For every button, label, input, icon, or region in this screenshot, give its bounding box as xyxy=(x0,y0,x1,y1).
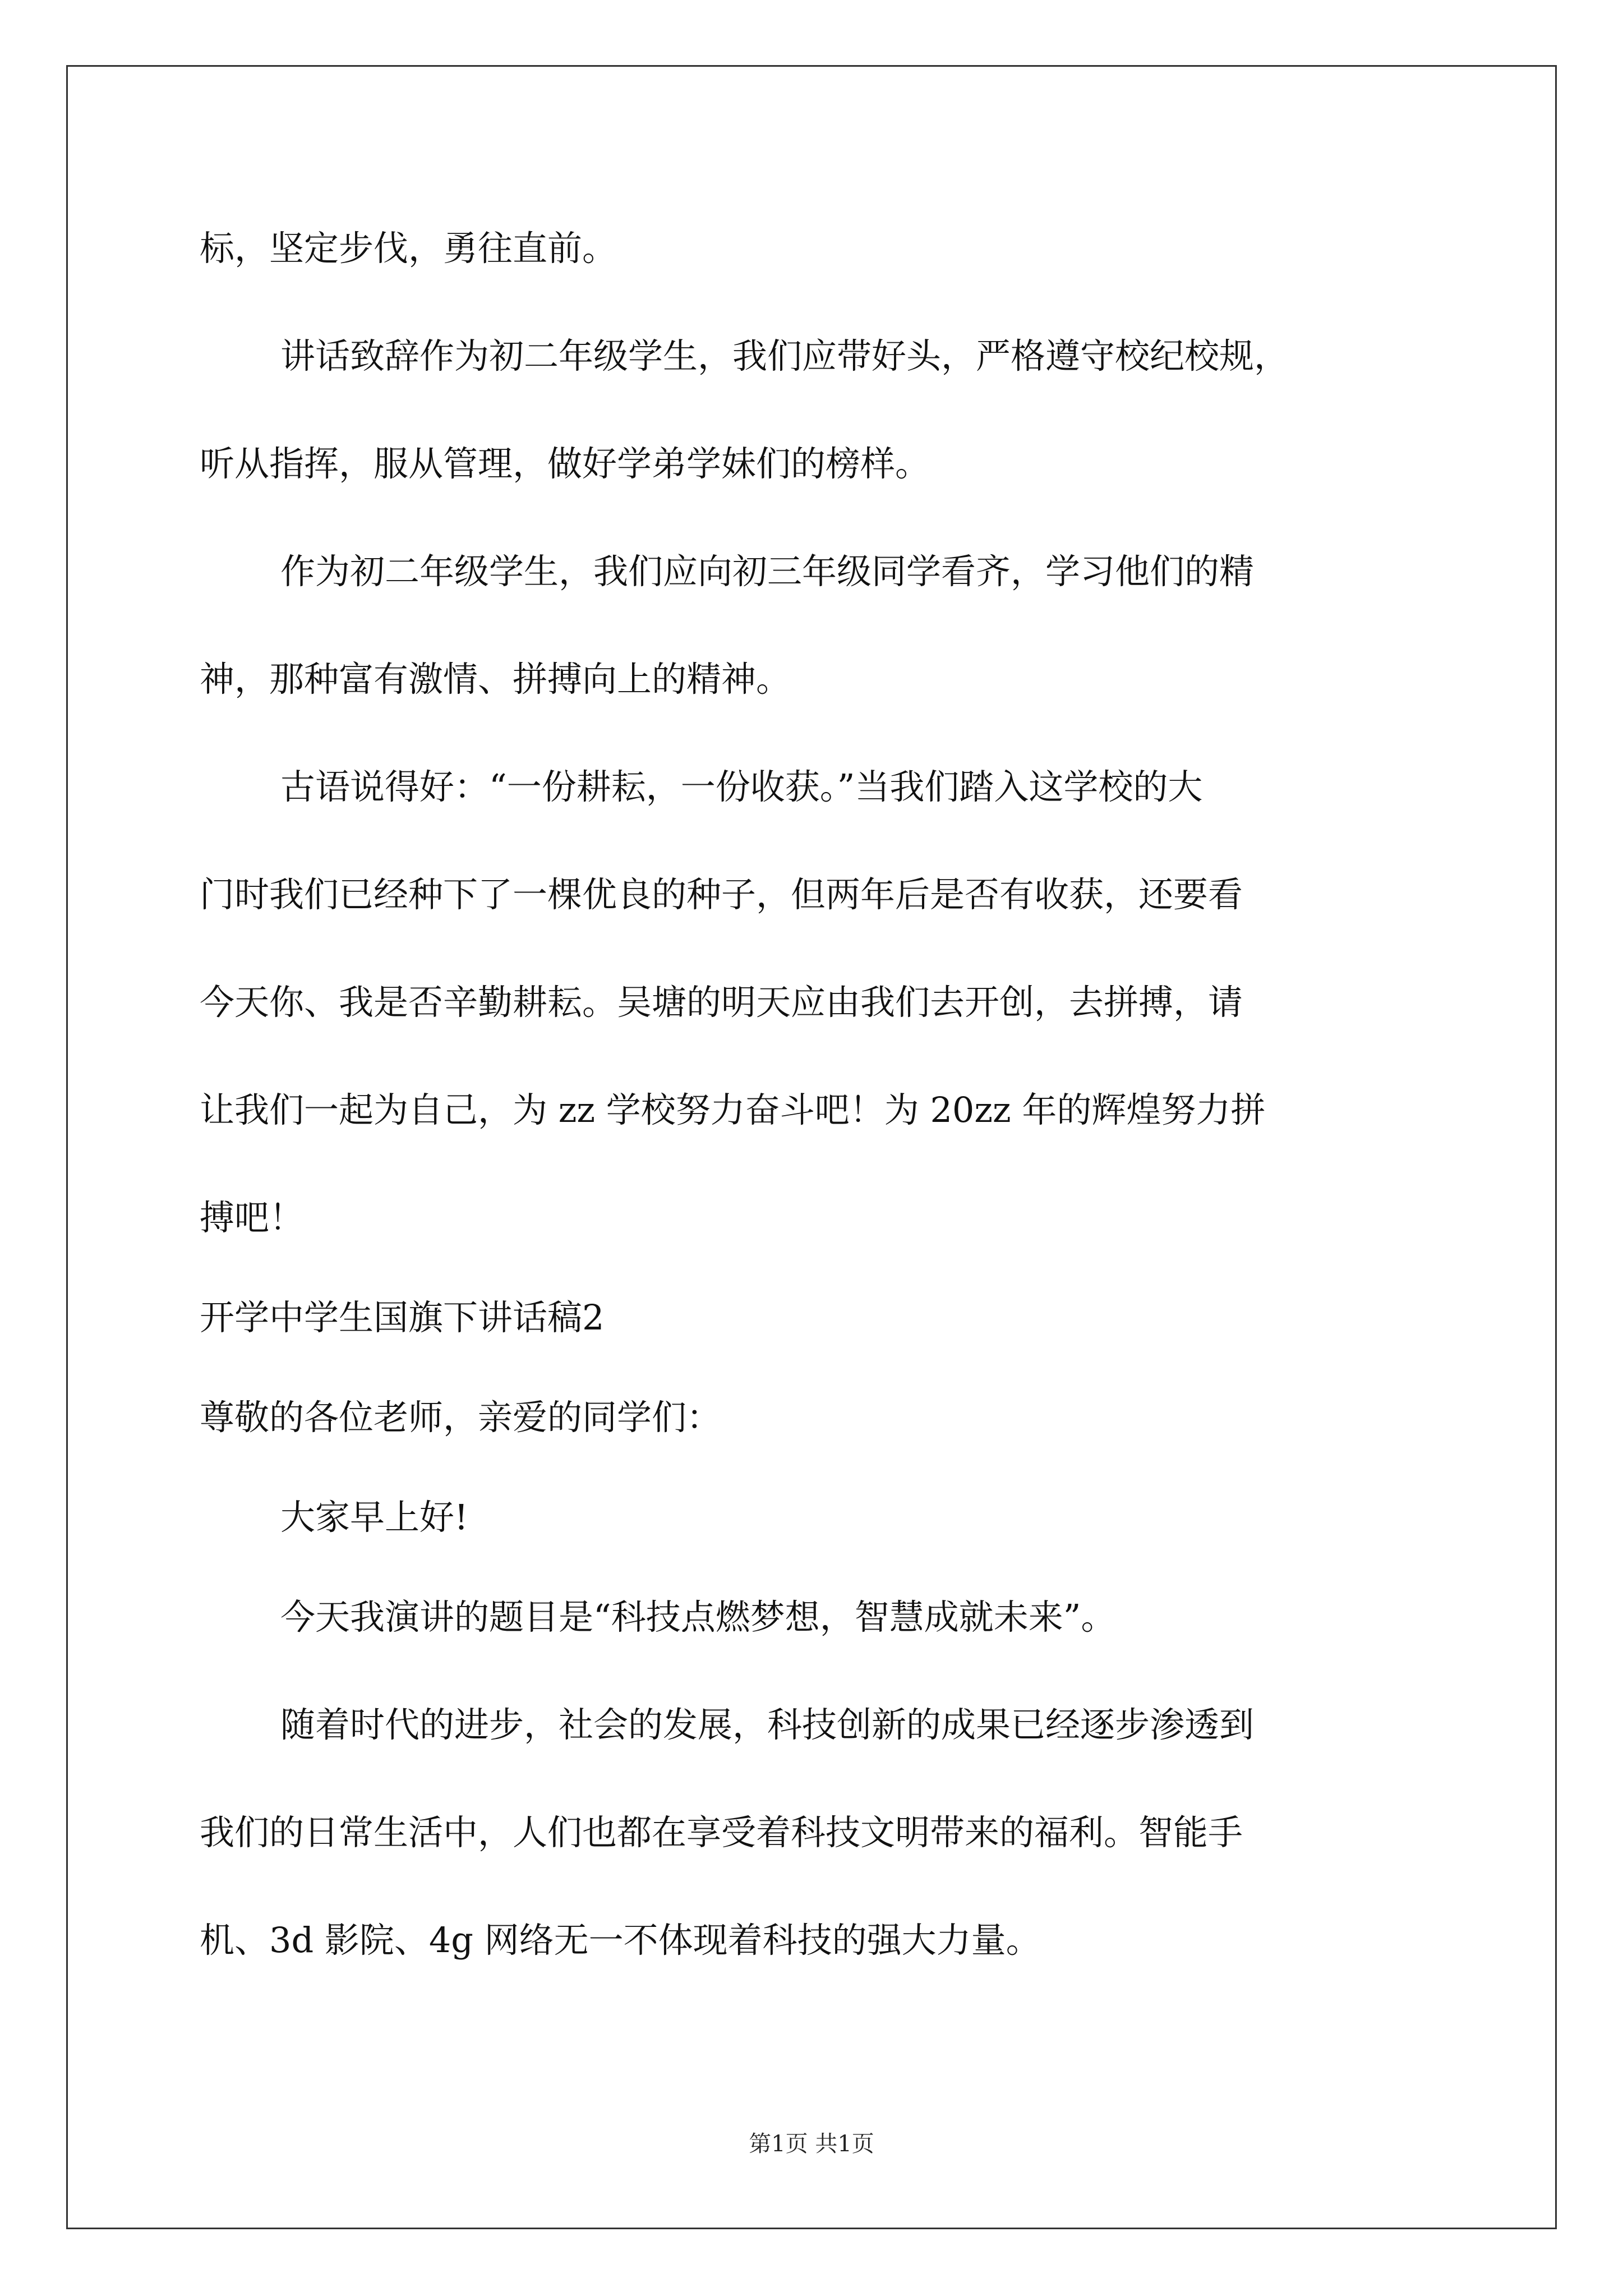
paragraph-line: 讲话致辞作为初二年级学生，我们应带好头，严格遵守校纪校规， xyxy=(280,335,1289,376)
paragraph-line: 标，坚定步伐，勇往直前。 xyxy=(200,228,617,269)
paragraph-line: 机、3d 影院、4g 网络无一不体现着科技的强大力量。 xyxy=(200,1920,1041,1961)
paragraph-line: 搏吧！ xyxy=(200,1197,305,1238)
paragraph-line: 听从指挥，服从管理，做好学弟学妹们的榜样。 xyxy=(200,443,930,484)
page-border xyxy=(66,65,1557,2229)
paragraph-line: 今天你、我是否辛勤耕耘。吴塘的明天应由我们去开创，去拼搏，请 xyxy=(200,982,1243,1023)
paragraph-line: 随着时代的进步，社会的发展，科技创新的成果已经逐步渗透到 xyxy=(280,1704,1255,1745)
salutation: 尊敬的各位老师，亲爱的同学们： xyxy=(200,1397,722,1438)
paragraph-line: 作为初二年级学生，我们应向初三年级同学看齐，学习他们的精 xyxy=(280,551,1255,592)
paragraph-line: 我们的日常生活中，人们也都在享受着科技文明带来的福利。智能手 xyxy=(200,1812,1243,1853)
page-footer: 第1页 共1页 xyxy=(749,2131,874,2157)
paragraph-line: 今天我演讲的题目是“科技点燃梦想，智慧成就未来”。 xyxy=(280,1596,1116,1637)
paragraph-line: 古语说得好：“一份耕耘，一份收获。”当我们踏入这学校的大 xyxy=(280,766,1203,807)
paragraph-line: 神，那种富有激情、拼搏向上的精神。 xyxy=(200,659,791,700)
greeting: 大家早上好! xyxy=(280,1497,468,1538)
paragraph-line: 门时我们已经种下了一棵优良的种子，但两年后是否有收获，还要看 xyxy=(200,874,1243,915)
paragraph-line: 让我们一起为自己，为 zz 学校努力奋斗吧！为 20zz 年的辉煌努力拼 xyxy=(200,1089,1266,1130)
section-title: 开学中学生国旗下讲话稿2 xyxy=(200,1297,605,1338)
